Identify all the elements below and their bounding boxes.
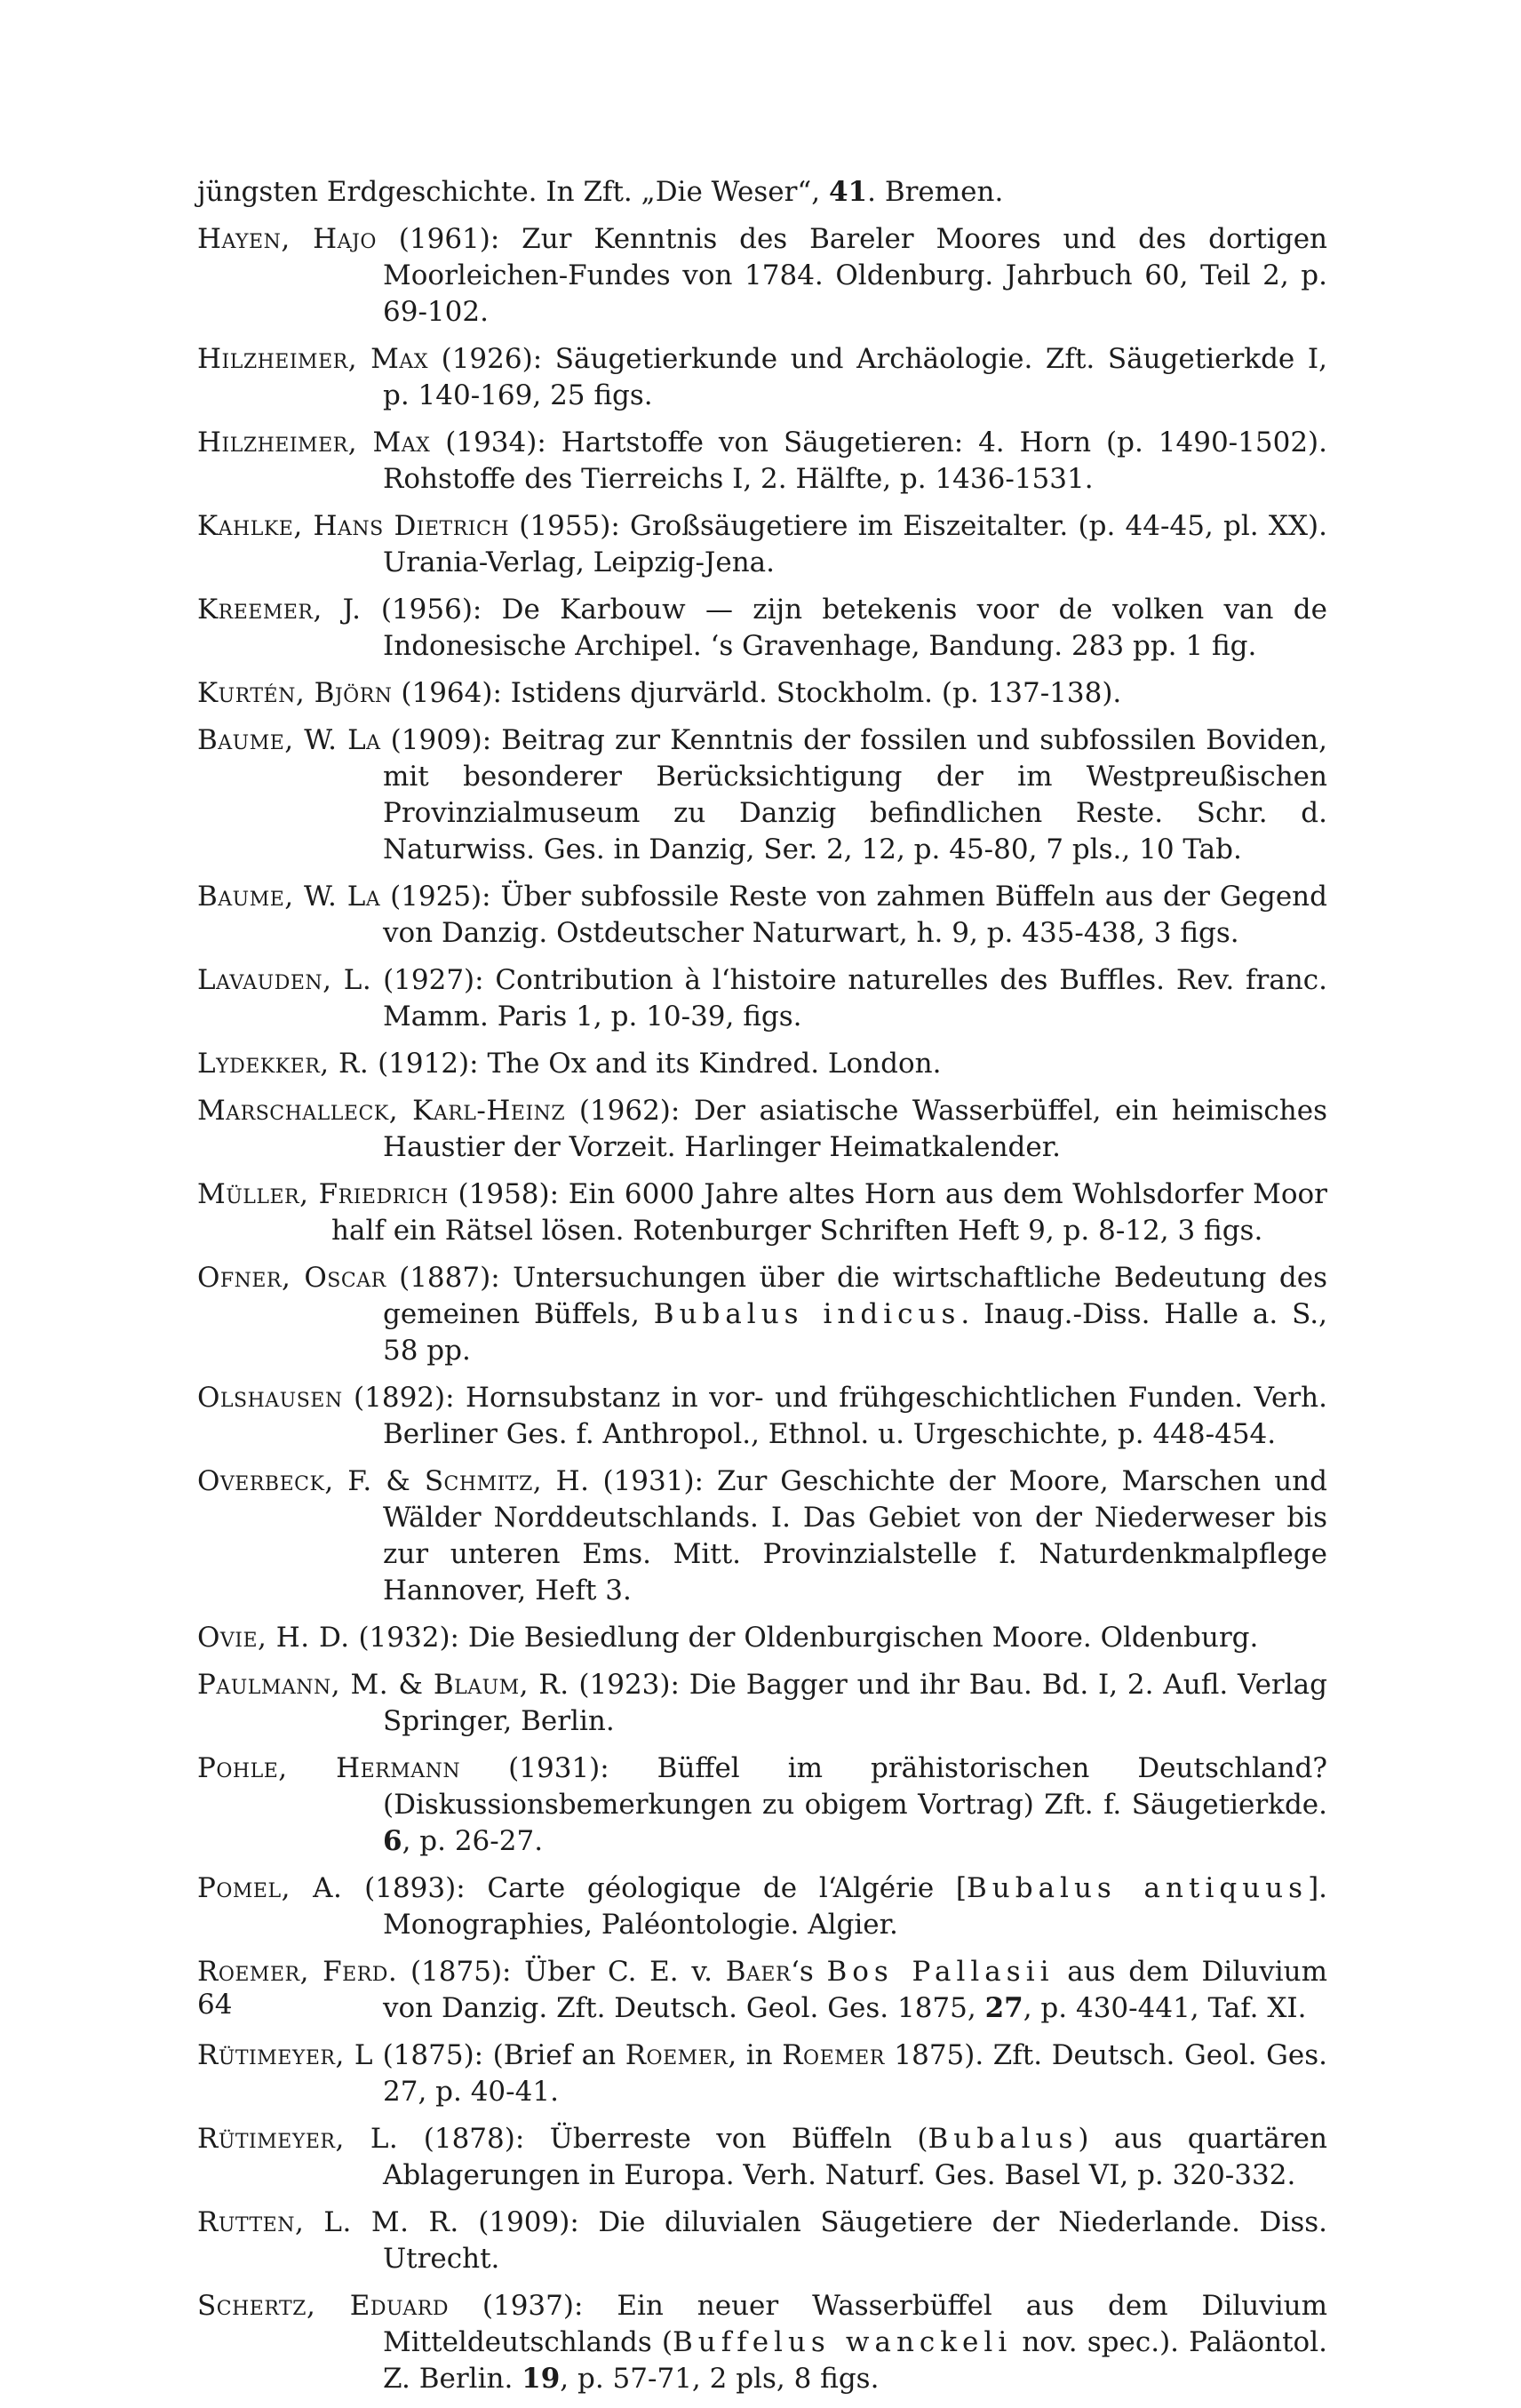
author-name: Kahlke, Hans Dietrich [197,510,510,542]
reference-text: , p. 430-441, Taf. XI. [1023,1992,1307,2024]
reference-text: (1875): (Brief an [373,2039,625,2071]
reference-entry [197,1667,1327,1740]
volume-number: 41 [828,176,868,208]
reference-entry [197,2205,1327,2277]
author-name: Kurtén, Björn [197,677,393,709]
reference-text: (1955): Großsäugetiere im Eiszeitalter. (p. 44-45, pl. XX). Urania-Verlag, Leipzig-Jena. [383,510,1327,578]
reference-entry [197,2121,1327,2194]
reference-entry [197,221,1327,331]
reference-text: ]. Monographies, Paléontologie. Algier. [383,1872,1328,1941]
author-name: Paulmann, M. & Blaum, R. [197,1669,569,1701]
author-name: Hilzheimer, Max [197,427,431,458]
species-name: Bubalus indicus [653,1298,961,1330]
reference-text: (1932): Die Besiedlung der Oldenburgischen Moore. Oldenburg. [349,1622,1259,1654]
reference-text: ‘s [791,1956,827,1988]
author-name: Ofner, Oscar [197,1262,386,1294]
author-name: Kreemer, J. [197,594,362,626]
reference-text: (1956): De Karbouw — zijn betekenis voor de volken van de Indonesische Archipel. ‘s Gravenhage, Bandung. 283 pp. 1 fig. [361,594,1327,662]
reference-entry [197,2037,1327,2110]
reference-text: (1887): Untersuchungen über die wirtschaftliche Bedeutung des gemeinen Büffels, [383,1262,1327,1330]
reference-text: 1875). Zft. Deutsch. Geol. Ges. 27, p. 40-41. [383,2039,1327,2108]
reference-text: (1909): Beitrag zur Kenntnis der fossilen und subfossilen Boviden, mit besonderer Berücksichtigung der im Westpreußischen Provinzialmuseum zu Danzig befindlichen Reste. Schr. d. Naturwiss. Ges. in Danzig, Ser. 2, 12, p. 45-80, 7 pls., 10 Tab. [380,724,1327,865]
author-name: Baume, W. La [197,724,381,756]
author-name: Baer [725,1956,792,1988]
author-name: Marschalleck, Karl-Heinz [197,1095,566,1127]
author-name: Roemer, Ferd. [197,1956,398,1988]
reference-text: (1934): Hartstoffe von Säugetieren: 4. Horn (p. 1490-1502). Rohstoffe des Tierreichs I, 2. Hälfte, p. 1436-1531. [383,427,1327,495]
author-name: Rütimeyer, L. [197,2123,399,2155]
author-name: Ovie, H. D. [197,1622,350,1654]
reference-text: (1961): Zur Kenntnis des Bareler Moores und des dortigen Moorleichen-Fundes von 1784. Oldenburg. Jahrbuch 60, Teil 2, p. 69-102. [376,223,1328,328]
reference-text: (1909): Die diluvialen Säugetiere der Niederlande. Diss. Utrecht. [383,2206,1328,2275]
reference-entry [197,1620,1327,1656]
reference-entry [197,1463,1327,1609]
author-name: Schertz, Eduard [197,2290,449,2322]
author-name: Rutten, L. M. R. [197,2206,459,2238]
author-name: Roemer [782,2039,885,2071]
reference-text: ) aus quartären Ablagerungen in Europa. Verh. Naturf. Ges. Basel VI, p. 320-332. [383,2123,1327,2191]
page-number: 64 [197,1989,233,2021]
reference-text: (1964): Istidens djurvärld. Stockholm. (p. 137-138). [392,677,1122,709]
author-name: Overbeck, F. & Schmitz, H. [197,1465,590,1497]
reference-text: (1931): Büffel im prähistorischen Deutschland? (Diskussionsbemerkungen zu obigem Vortrag) Zft. f. Säugetierkde. [383,1752,1328,1821]
author-name: Rütimeyer, L [197,2039,373,2071]
author-name: Hilzheimer, Max [197,343,428,375]
author-name: Hayen, Hajo [197,223,377,255]
reference-text: (1931): Zur Geschichte der Moore, Marschen und Wälder Norddeutschlands. I. Das Gebiet von der Niederweser bis zur unteren Ems. Mitt. Provinzialstelle f. Naturdenkmalpflege Hannover, Heft 3. [383,1465,1327,1607]
author-name: Olshausen [197,1382,343,1414]
reference-entry [197,1954,1327,2027]
reference-text: (1892): Hornsubstanz in vor- und frühgeschichtlichen Funden. Verh. Berliner Ges. f. Anthropol., Ethnol. u. Urgeschichte, p. 448-454. [342,1382,1327,1450]
reference-text: jüngsten Erdgeschichte. In Zft. „Die Weser“, [197,176,829,208]
reference-entry [197,1260,1327,1369]
reference-text: , p. 26-27. [402,1825,544,1857]
reference-text: . Inaug.-Diss. Halle a. S., 58 pp. [383,1298,1328,1367]
reference-entry [197,508,1327,581]
author-name: Müller, Friedrich [197,1178,449,1210]
reference-text: (1958): Ein 6000 Jahre altes Horn aus dem Wohlsdorfer Moor half ein Rätsel lösen. Rotenburger Schriften Heft 9, p. 8-12, 3 figs. [331,1178,1327,1247]
reference-entry [197,592,1327,665]
reference-entry [197,341,1327,414]
species-name: Bubalus [928,2123,1079,2155]
reference-entry [197,675,1327,712]
reference-text: . Bremen. [867,176,1004,208]
species-name: Bos Pallasii [826,1956,1055,1988]
reference-entry [197,722,1327,868]
volume-number: 6 [383,1825,402,1857]
reference-text: (1923): Die Bagger und ihr Bau. Bd. I, 2. Aufl. Verlag Springer, Berlin. [383,1669,1327,1737]
reference-entry [197,174,1327,211]
reference-text: , p. 57-71, 2 pls, 8 figs. [560,2363,880,2395]
author-name: Pomel, A. [197,1872,343,1904]
author-name: Lydekker, R. [197,1048,370,1080]
reference-entry [197,2288,1327,2397]
author-name: Pohle, Hermann [197,1752,461,1784]
author-name: Roemer [625,2039,729,2071]
reference-text: (1926): Säugetierkunde und Archäologie. Zft. Säugetierkde I, p. 140-169, 25 figs. [383,343,1327,411]
reference-text: (1937): Ein neuer Wasserbüffel aus dem Diluvium Mitteldeutschlands ( [383,2290,1327,2358]
reference-entry [197,962,1327,1035]
reference-text: (1927): Contribution à l‘histoire naturelles des Buffles. Rev. franc. Mamm. Paris 1, p. 10-39, figs. [371,964,1327,1033]
reference-text: nov. spec.). Paläontol. Z. Berlin. [383,2326,1327,2395]
reference-text: aus dem Diluvium von Danzig. Zft. Deutsch. Geol. Ges. 1875, [383,1956,1327,2024]
reference-text: (1912): The Ox and its Kindred. London. [369,1048,942,1080]
reference-entry [197,1176,1327,1249]
author-name: Baume, W. La [197,881,381,913]
reference-entry [197,1046,1327,1082]
reference-entry [197,1380,1327,1453]
reference-text: , in [728,2039,783,2071]
reference-entry [197,1750,1327,1860]
reference-text: (1878): Überreste von Büffeln ( [398,2123,928,2155]
author-name: Lavauden, L. [197,964,372,996]
reference-text: (1962): Der asiatische Wasserbüffel, ein heimisches Haustier der Vorzeit. Harlinger Heimatkalender. [383,1095,1327,1163]
bibliography-list [197,174,1327,2408]
reference-text: (1893): Carte géologique de l‘Algérie [ [342,1872,967,1904]
reference-entry [197,1870,1327,1943]
volume-number: 19 [522,2363,561,2395]
reference-text: (1875): Über C. E. v. [397,1956,726,1988]
reference-entry [197,879,1327,952]
species-name: Buffelus wanckeli [673,2326,1013,2358]
species-name: Bubalus antiquus [966,1872,1309,1904]
volume-number: 27 [984,1992,1023,2024]
reference-entry [197,425,1327,498]
reference-entry [197,1093,1327,1166]
reference-text: (1925): Über subfossile Reste von zahmen Büffeln aus der Gegend von Danzig. Ostdeutscher Naturwart, h. 9, p. 435-438, 3 figs. [380,881,1327,949]
